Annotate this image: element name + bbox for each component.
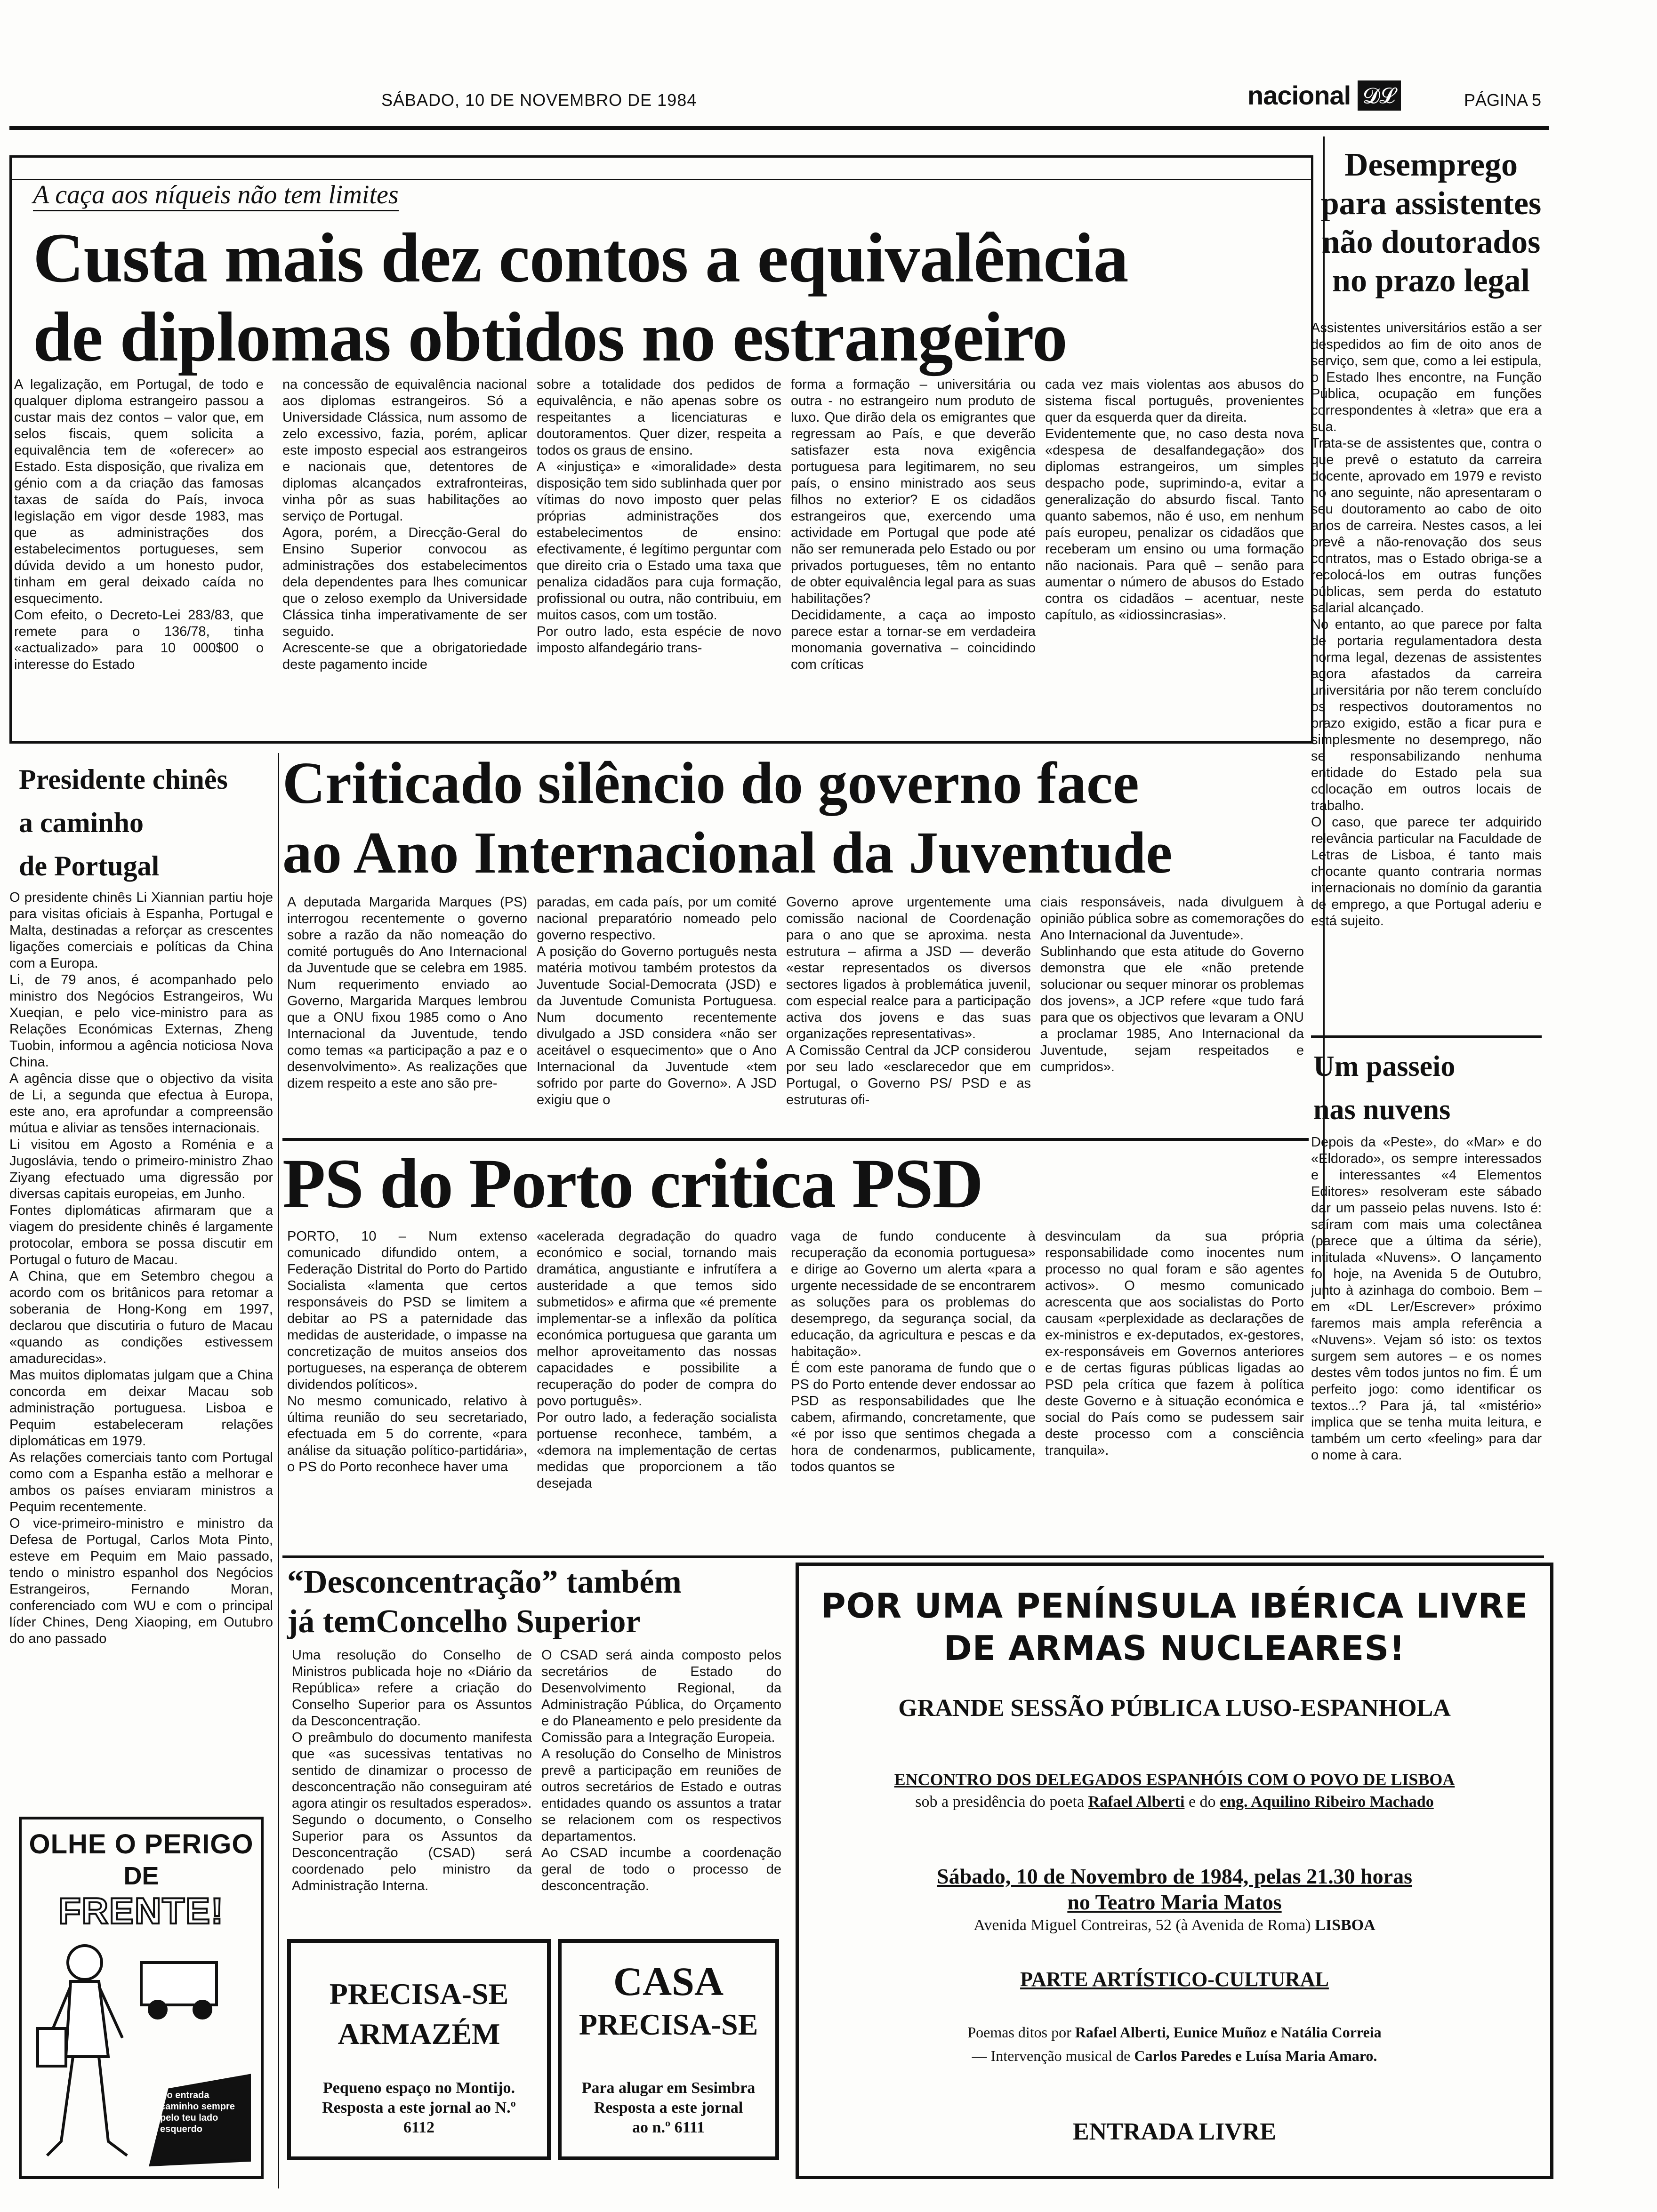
musica-names: Carlos Paredes e Luísa Maria Amaro. — [1134, 2047, 1377, 2064]
juventude-column-3 — [786, 894, 1031, 1134]
desconcentracao-column-2 — [541, 1647, 781, 1911]
desemprego-title-line: não doutorados — [1321, 224, 1541, 260]
ad-peninsula-encontro: ENCONTRO DOS DELEGADOS ESPANHÓIS COM O POVO DE LISBOA — [894, 1770, 1455, 1789]
psd-column-2 — [537, 1228, 777, 1553]
desconcentracao-column-1 — [292, 1647, 532, 1911]
address-city: LISBOA — [1315, 1916, 1375, 1934]
lead-title-line-1: Custa mais dez contos a equivalência — [33, 219, 1128, 297]
ad-peninsula-headline-2: DE ARMAS NUCLEARES! — [943, 1628, 1406, 1668]
ad-armazem-line-1: Pequeno espaço no Montijo. — [323, 2079, 515, 2097]
page-number: PÁGINA 5 — [1464, 90, 1542, 110]
page-header — [0, 0, 1657, 136]
desemprego-text: Assistentes universitários estão a ser despedidos ao fim de oito anos de serviço, sem que, como a lei estipula, o Estado lhes encontre, na Função Pública, ocupação em funções correspondentes à «letra» que era a sua. Trata-se de assistentes que, contra o que prevê o estatuto da carreira docente, aprovado em 1979 e revisto no ano seguinte, não apresentaram o seu doutoramento ao cabo de oito anos de carreira. Nestes casos, a lei prevê a não-renovação dos seus contratos, mas o Estado obriga-se a recolocá-los em outras funções públicas, sem perda do estatuto salarial alcançado. No entanto, ao que parece por falta de portaria regulamentadora desta norma legal, dezenas de assistentes agora afastados da carreira universitária por não terem concluído os respectivos doutoramentos no prazo exigido, estão a ficar pura e simplesmente no desemprego, não se responsabilizando nenhuma entidade do Estado pela sua colocação em outros locais de trabalho. O caso, que parece ter adquirido relevância particular na Faculdade de Letras de Lisboa, é tanto mais chocante quanto contraria normas internacionais no domínio da garantia de emprego, a que Portugal aderiu e está sujeito. — [1311, 321, 1542, 929]
address-text: Avenida Miguel Contreiras, 52 (à Avenida de Roma) — [973, 1916, 1311, 1934]
ad-peninsula-venue: no Teatro Maria Matos — [1067, 1890, 1282, 1914]
ad-peninsula-subhead: GRANDE SESSÃO PÚBLICA LUSO-ESPANHOLA — [898, 1695, 1451, 1722]
ad-peninsula-entrada: ENTRADA LIVRE — [1073, 2118, 1276, 2145]
psd-text: PORTO, 10 – Num extenso comunicado difundido ontem, a Federação Distrital do Porto do Partido Socialista «lamenta que certos responsáveis do PSD se limitem a debitar ao PS a paternidade das medidas de austeridade, o impasse na concretização de muitos anseios dos portugueses, na esperança de obterem dividendos políticos». No mesmo comunicado, relativo à última reunião do seu secretariado, efectuada em 5 do corrente, «para análise da situação político-partidária», o PS do Porto reconhece haver uma — [287, 1229, 527, 1475]
lead-text: sobre a totalidade dos pedidos de equivalência, e não apenas sobre os respeitantes a licenciaturas e doutoramentos. Quer dizer, respeita a todos os graus de ensino. A «injustiça» e «imoralidade» desta disposição tem sido sublinhada quer por vítimas do novo imposto quer pelas próprias administrações dos estabelecimentos de ensino: efectivamente, é legítimo perguntar com que direito cria o Estado uma taxa que penaliza cidadãos para cuja formação, profissional ou outra, não contribuiu, em muitos casos, com um tostão. Por outro lado, esta espécie de novo imposto alfandegário trans- — [537, 377, 781, 656]
lead-column-2 — [282, 377, 527, 734]
ad-peninsula-musica — [800, 2047, 1549, 2065]
ad-armazem-title-2: ARMAZÉM — [338, 2017, 500, 2051]
ad-armazem-line-3: 6112 — [403, 2119, 435, 2136]
psd-column-3 — [791, 1228, 1036, 1553]
desemprego-title-line: para assistentes — [1320, 185, 1542, 222]
desemprego-title-line: Desemprego — [1344, 147, 1518, 183]
lead-title-line-2: de diplomas obtidos no estrangeiro — [33, 298, 1067, 376]
presidente-text: O presidente chinês Li Xiannian partiu hoje para visitas oficiais à Espanha, Portugal e Malta, destinadas a reforçar as crescentes ligações comerciais e políticas da China com a Europa. Li, de 79 anos, é acompanhado pelo ministro dos Negócios Estrangeiros, Wu Xueqian, e pelo vice-ministro para as Relações Económicas Externas, Zheng Tuobin, informou a agência noticiosa Nova China. A agência disse que o objectivo da visita de Li, a segunda que efectua à Europa, este ano, era aprofundar a compreensão mútua e aliviar as tensões internacionais. Li visitou em Agosto a Roménia e a Jugoslávia, tendo o primeiro-ministro Zhao Ziyang efectuado uma digressão por diversas capitais europeias, em Junho. Fontes diplomáticas afirmaram que a viagem do presidente chinês é largamente protocolar, embora se possa discutir em Portugal o futuro de Macau. A China, que em Setembro chegou a acordo com os britânicos para retomar a soberania de Hong-Kong em 1997, declarou que discutiria o futuro de Macau «quando as condições estivessem amadurecidas». Mas muitos diplomatas julgam que a China concorda em deixar Macau sob administração portuguesa. Lisboa e Pequim estabeleceram relações diplomáticas em 1979. As relações comerciais tanto com Portugal como com a Espanha estão a melhorar e ambos os países enviaram ministros a Pequim recentemente. O vice-primeiro-ministro e ministro da Defesa de Portugal, Carlos Mota Pinto, esteve em Pequim em Maio passado, tendo o ministro espanhol dos Negócios Estrangeiros, Fernando Moran, conferenciado com WU e com o principal líder Chines, Deng Xiaoping, em Outubro do ano passado — [9, 890, 273, 1646]
presidencia-poet: Rafael Alberti — [1088, 1793, 1185, 1811]
psd-column-4 — [1045, 1228, 1304, 1553]
ad-peninsula-address — [800, 1916, 1549, 1934]
passeio-top-rule — [1311, 1035, 1542, 1038]
poemas-names: Rafael Alberti, Eunice Muñoz e Natália Correia — [1075, 2024, 1382, 2041]
ad-peninsula-date: Sábado, 10 de Novembro de 1984, pelas 21.30 horas — [937, 1864, 1412, 1888]
ad-peninsula-headline-1: POR UMA PENÍNSULA IBÉRICA LIVRE — [820, 1586, 1528, 1626]
psd-text: «acelerada degradação do quadro económico e social, tornando mais dramática, angustiante e infrutífera a austeridade a que temos sido submetidos» e afirma que «é premente implementar-se a inflexão da política económica portuguesa que garanta um melhor aproveitamento das nossas capacidades e possibilite a recuperação do poder de compra do povo português». Por outro lado, a federação socialista portuense reconhece, também, a «demora na implementação de certas medidas que proporcionem a tão desejada — [537, 1229, 777, 1491]
ad-casa-line-1: Para alugar em Sesimbra — [581, 2079, 756, 2097]
ad-casa-line-2: Resposta a este jornal — [594, 2099, 743, 2116]
lead-text: cada vez mais violentas aos abusos do sistema fiscal português, provenientes quer da esquerda quer da direita. Evidentemente que, no caso desta nova «despesa de desalfandegação» dos diplomas estrangeiros, um simples despacho pode, suprimindo-a, evitar a generalização do absurdo fiscal. Tanto quanto sabemos, não é uso, em nenhum país europeu, penalizar os cidadãos que receberam um ensino ou uma formação não nacionais. Para quê – senão para aumentar o número de abusos do Estado contra os cidadãos – acentuar, neste capítulo, as «idiossincrasias». — [1045, 377, 1304, 623]
presidencia-prefix: sob a presidência do poeta — [915, 1793, 1085, 1811]
juventude-title-line-1: Criticado silêncio do governo face — [282, 751, 1139, 816]
ad-armazem-line-2: Resposta a este jornal ao N.º — [322, 2099, 516, 2116]
presidente-title-line: Presidente chinês — [19, 764, 228, 795]
musica-prefix: — Intervenção musical de — [972, 2047, 1131, 2064]
juventude-text: Governo aprove urgentemente uma comissão nacional de Coordenação para o ano que se aproxima. nesta estrutura – afirma a JSD — deverão «estar representados os diversos sectores ligados à problemática juvenil, com especial realce para a participação activa dos jovens e das suas organizações representativas». A Comissão Central da JCP considerou por seu lado «esclarecedor que em Portugal, o Governo PS/ PSD e as estruturas ofi- — [786, 895, 1031, 1107]
lead-column-1 — [14, 377, 264, 734]
left-column-rule — [278, 753, 279, 2188]
passeio-title — [1313, 1045, 1539, 1131]
lead-text: A legalização, em Portugal, de todo e qualquer diploma estrangeiro passou a custar mais dez contos – valor que, em selos fiscais, quem solicita a equivalência tem de «oferecer» ao Estado. Esta disposição, que rivaliza em génio com a da criação das famosas taxas de saída do País, invoca legislação em vigor desde 1983, mas que as administrações dos estabelecimentos portugueses, sem dúvida devido a um honesto pudor, tinham em geral deixado caída no esquecimento. Com efeito, o Decreto-Lei 283/83, que remete para o 136/78, tinha «actualizado» para 10 000$00 o interesse do Estado — [14, 377, 264, 672]
juventude-title-line-2: ao Ano Internacional da Juventude — [282, 820, 1173, 886]
desconcentracao-title-line: já temConcelho Superior — [287, 1603, 641, 1640]
presidencia-connector: e do — [1188, 1793, 1216, 1811]
ad-perigo-line-1: OLHE O PERIGO — [29, 1829, 254, 1859]
juventude-bottom-rule — [282, 1138, 1309, 1141]
ad-perigo-caption: No entrada caminho sempre pelo teu lado esquerdo — [160, 2090, 235, 2134]
desconcentracao-title-line: “Desconcentração” também — [287, 1564, 682, 1600]
lead-text: forma a formação – universitária ou outra - no estrangeiro num produto de luxo. Que dirão dela os emigrantes que regressam ao País, e que deverão satisfazer esta nova exigência portuguesa para legitimarem, no seu país, o ensino ministrado aos seus filhos no exterior? E os cidadãos estrangeiros que, exercendo uma actividade em Portugal que pode até não ser remunerada pelo Estado ou por privados portugueses, têm no entanto de obter equivalência legal para as suas habilitações? Decididamente, a caça ao imposto parece estar a tornar-se em verdadeira monomania governativa – coincidindo com críticas — [791, 377, 1036, 672]
lead-column-5 — [1045, 377, 1304, 734]
presidente-title-line: de Portugal — [19, 850, 160, 882]
lead-text: na concessão de equivalência nacional aos diplomas estrangeiros. Só a Universidade Clássica, num assomo de zelo excessivo, fazia, porém, aplicar este imposto especial aos estrangeiros e nacionais que, detentores de diplomas alcançados extrafronteiras, vinha pôr as suas habilitações ao serviço de Portugal. Agora, porém, a Direcção-Geral do Ensino Superior convocou as administrações dos estabelecimentos dela dependentes para lhes comunicar que o zeloso exemplo da Universidade Clássica tinha imperativamente de ser seguido. Acrescente-se que a obrigatoriedade deste pagamento incide — [282, 377, 527, 672]
juventude-text: ciais responsáveis, nada divulguem à opinião pública sobre as comemorações do Ano Internacional da Juventude». Sublinhando que esta atitude do Governo demonstra que ele «não pretende solucionar ou sequer minorar os problemas dos jovens», a JCP refere «que tudo fará para que os objectivos que levaram a ONU a proclamar 1985, Ano Internacional da Juventude, sejam respeitados e cumpridos». — [1040, 895, 1304, 1074]
presidente-title — [19, 758, 273, 888]
logo-emblem-icon: 𝓓𝓛 — [1358, 80, 1401, 111]
newspaper-logo — [1247, 80, 1401, 118]
lead-column-3 — [537, 377, 781, 734]
desemprego-title-line: no prazo legal — [1332, 263, 1530, 299]
presidencia-engineer: eng. Aquilino Ribeiro Machado — [1220, 1793, 1434, 1811]
header-rule — [9, 126, 1549, 130]
newspaper-name: nacional — [1247, 80, 1351, 110]
ad-peninsula-presidencia — [800, 1793, 1549, 1811]
juventude-text: paradas, em cada país, por um comité nacional preparatório nomeado pelo governo respectivo. A posição do Governo português nesta matéria motivou também protestos da Juventude Social-Democrata (JSD) e da Juventude Comunista Portuguesa. Num documento recentemente divulgado a JSD considera «não ser aceitável o esquecimento» que o Ano Internacional da Juventude «tem sofrido por parte do Governo». A JSD exigiu que o — [537, 895, 777, 1107]
psd-text: desvinculam da sua própria responsabilidade como inocentes num processo no qual foram e são agentes activos». O mesmo comunicado acrescenta que aos socialistas do Porto causam «perplexidade as declarações de ex-ministros e ex-deputados, ex-gestores, ex-responsáveis em Governos anteriores e de certas figuras públicas ligadas ao PSD pela crítica que fazem à política deste Governo e à situação económica e social do País como se pudessem sair deste processo com a consciência tranquila». — [1045, 1229, 1304, 1458]
ad-casa-title-2: PRECISA-SE — [579, 2008, 758, 2041]
ad-peninsula-section: PARTE ARTÍSTICO-CULTURAL — [1020, 1968, 1329, 1991]
desemprego-title — [1313, 146, 1549, 300]
juventude-column-1 — [287, 894, 527, 1134]
ad-perigo-line-2: DE — [123, 1862, 159, 1890]
desconcentracao-text: Uma resolução do Conselho de Ministros publicada hoje no «Diário da República» refere a criação do Conselho Superior para os Assuntos da Desconcentração. O preâmbulo do documento manifesta que «as sucessivas tentativas no sentido de dinamizar o processo de desconcentração não conseguiram até agora atingir os resultados esperados». Segundo o documento, o Conselho Superior para os Assuntos da Desconcentração (CSAD) será coordenado pelo ministro da Administração Interna. — [292, 1648, 532, 1893]
ad-armazem-title-1: PRECISA-SE — [329, 1977, 509, 2011]
pedestrian-figure — [38, 1946, 127, 2156]
psd-title: PS do Porto critica PSD — [282, 1145, 983, 1223]
ad-casa-line-3: ao n.º 6111 — [632, 2119, 705, 2136]
lead-column-4 — [791, 377, 1036, 734]
ad-perigo-line-3: FRENTE! — [58, 1890, 224, 1931]
passeio-title-line: nas nuvens — [1313, 1094, 1451, 1126]
ad-casa-title-1: CASA — [613, 1959, 724, 2004]
desemprego-text-column — [1311, 320, 1542, 1026]
desconcentracao-title — [287, 1563, 781, 1642]
presidente-title-line: a caminho — [19, 807, 144, 838]
passeio-text: Depois da «Peste», do «Mar» e do «Eldorado», os sempre interessados e interessantes «4 Elementos Editores» resolveram este sábado dar um passeio pelas nuvens. Isto é: saíram com mais uma colectânea (parece que a última da série), intitulada «Nuvens». O lançamento foi hoje, na Avenida 5 de Outubro, junto à azinhaga do comboio. Bem – em «DL Ler/Escrever» próximo faremos mais ampla referência a «Nuvens». Vejam só isto: os textos surgem sem autores – e os nomes destes vêm todos juntos no fim. É um perfeito jogo: como identificar os textos...? Para já, tal «mistério» implica que se tenha muita leitura, e também um certo «feeling» para dar o nome à cara. — [1311, 1135, 1542, 1463]
header-date: SÁBADO, 10 DE NOVEMBRO DE 1984 — [381, 90, 697, 110]
desconcentracao-text: O CSAD será ainda composto pelos secretários de Estado do Desenvolvimento Regional, da Administração Pública, do Orçamento e do Planeamento e pelo presidente da Comissão para a Integração Europeia. A resolução do Conselho de Ministros prevê a participação em reuniões de outros secretários de Estado e outras entidades quando os assuntos a tratar se relacionem com os respectivos departamentos. Ao CSAD incumbe a coordenação geral de todo o processo de desconcentração. — [541, 1648, 781, 1893]
psd-bottom-rule — [282, 1555, 1544, 1558]
lead-kicker: A caça aos níqueis não tem limites — [33, 180, 399, 211]
presidente-text-column — [9, 890, 273, 1807]
ad-peninsula-poemas — [800, 2024, 1549, 2041]
poemas-prefix: Poemas ditos por — [967, 2024, 1071, 2041]
juventude-text: A deputada Margarida Marques (PS) interrogou recentemente o governo sobre a razão da não nomeação do comité português do Ano Internacional da Juventude que se celebra em 1985. Num requerimento enviado ao Governo, Margarida Marques lembrou que a ONU fixou 1985 como o Ano Internacional da Juventude, tendo como temas «a participação a paz e o desenvolvimento». As realizações que dizem respeito a este ano são pre- — [287, 895, 527, 1091]
psd-text: vaga de fundo conducente à recuperação da economia portuguesa» e dirige ao Governo um alerta «para a urgente necessidade de se encontrarem as soluções para os problemas do desemprego, da segurança social, da educação, da agricultura e pescas e da habitação». É com este panorama de fundo que o PS do Porto entende dever endossar ao PSD as responsabilidades que lhe cabem, afirmando, concretamente, que «é por isso que sentimos chegada a hora de condenarmos, publicamente, todos quantos se — [791, 1229, 1036, 1475]
juventude-column-4 — [1040, 894, 1304, 1134]
passeio-title-line: Um passeio — [1313, 1050, 1456, 1082]
juventude-column-2 — [537, 894, 777, 1134]
psd-column-1 — [287, 1228, 527, 1553]
